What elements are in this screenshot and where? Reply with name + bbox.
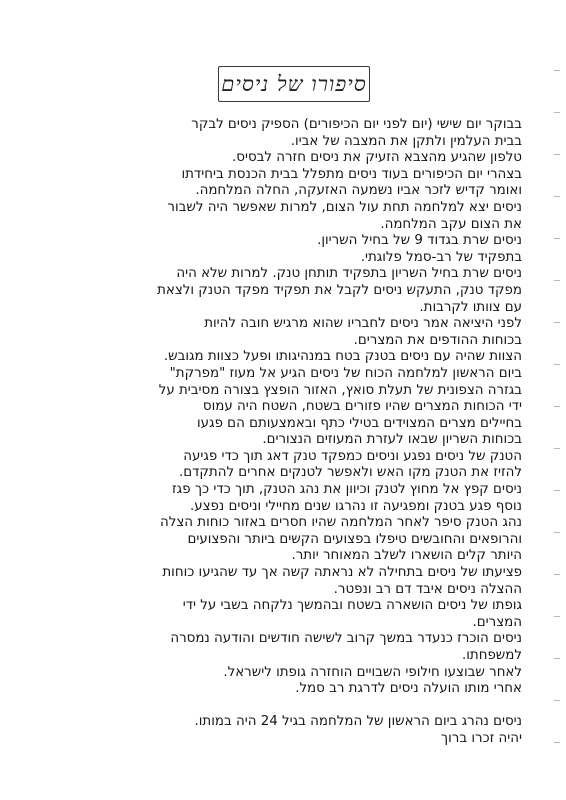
margin-tick-marks [548,0,560,800]
text-line: בבוקר יום שישי (יום לפני יום הכיפורים) הספיק ניסים לבקר [191,117,522,132]
text-line: גופתו של ניסים הושארה בשטח ובהמשך נלקחה בשבי על ידי [182,598,522,614]
document-title: סיפורו של ניסים [221,71,367,96]
text-line [66,698,522,715]
text-line: נהג הטנק סיפר לאחר המלחמה שהיו חסרים באזור כוחות הצלה [159,515,522,531]
text-line: ואומר קדיש לזכר אביו נשמעה האזעקה, החלה המלחמה. [195,183,522,199]
text-line: ההצלה ניסים איבד דם רב ונפטר. [333,581,522,597]
text-line: בבית העלמין ולתקן את המצבה של אביו. [290,133,522,149]
text-line: נוסף פגע בטנק ומפגיעה זו נהרגו שנים מחיילי וניסים נפצע. [189,498,522,514]
text-line: והרופאים והחובשים טיפלו בפצועים הקשים ביותר והפצועים [187,531,522,547]
text-line: למשפחתו. [461,648,522,663]
text-line: ביום הראשון למלחמה הכוח של ניסים הגיע אל מעוז "מפרקת" [169,365,522,381]
text-line: בצהרי יום הכיפורים בעוד ניסים מתפלל בבית הכנסת ביחידתו [181,166,522,182]
text-line: בתפקיד של רב-סמל פלוגתי. [360,249,522,265]
text-line: הצוות שהיה עם ניסים בטנק בטח במנהיגותו ופעל כצוות מגובש. [163,349,522,365]
text-line: פציעתו של ניסים בתחילה לא נראתה קשה אך עד שהגיעו כוחות [162,565,522,581]
text-line: המצרים. [472,614,522,630]
margin-tick [554,490,560,491]
margin-tick [554,238,560,239]
margin-tick [554,70,560,71]
margin-tick [554,196,560,197]
margin-tick [554,616,560,617]
story-body [66,117,522,748]
text-line: בכוחות ההודפים את המצרים. [353,332,522,348]
text-line: בגזרה הצפונית של תעלת סואץ, האזור הופצץ בצורה מסיבית על [158,382,522,398]
margin-tick [554,322,560,323]
margin-tick [554,574,560,575]
text-line: ניסים קפץ אל מחוץ לטנק וכיוון את נהג הטנק, תוך כדי כך פגז [172,482,522,498]
margin-tick [554,532,560,533]
text-line: יהיה זכרו ברוך [440,730,522,746]
text-line: ניסים שרת בגדוד 9 של בחיל השריון. [317,233,522,249]
text-line: לפני היציאה אמר ניסים לחבריו שהוא מרגיש חובה להיות [204,316,522,332]
margin-tick [554,112,560,113]
margin-tick [554,364,560,365]
text-line: את הצום עקב המלחמה. [380,216,522,232]
title-frame [218,66,370,102]
text-line: אחרי מותו הועלה ניסים לדרגת רב סמל. [295,681,522,697]
margin-tick [554,742,560,743]
text-line: טלפון שהגיע מהצבא הזעיק את ניסים חזרה לבסיס. [232,150,522,166]
margin-tick [554,448,560,449]
margin-tick [554,658,560,659]
text-line: ניסים נהרג ביום הראשון של המלחמה בגיל 24 היה במותו. [194,714,522,730]
margin-tick [554,280,560,281]
text-line: בכוחות השריון שבאו לעזרת המעוזים הנצורים. [262,432,522,448]
text-line: להזיז את הטנק מקו האש ולאפשר לטנקים אחרים להתקדם. [178,465,522,481]
text-line: הטנק של ניסים נפגע וניסים כמפקד טנק דאג תוך כדי פגיעה [183,448,522,464]
text-line: לאחר שבוצעו חילופי השבויים הוחזרה גופתו לישראל. [223,664,522,680]
text-line: ידי הכוחות המצרים שהיו פזורים בשטח, השטח היה עמוס [202,399,522,415]
text-line: היותר קלים הושארו לשלב המאוחר יותר. [291,548,522,564]
margin-tick [554,154,560,155]
text-line: ניסים יצא למלחמה תחת עול הצום, למרות שאפשר היה לשבור [167,199,522,215]
margin-tick [554,406,560,407]
text-line: מפקד טנק, התעקש ניסים לקבל את תפקיד מפקד הטנק ולצאת [157,282,522,298]
text-line: עם צוותו לקרבות. [419,299,522,315]
text-line: ניסים שרת בחיל השריון בתפקיד תותחן טנק. למרות שלא היה [176,266,522,282]
text-line: בחיילים מצרים המצוידים בטילי כתף ובאמצעותם הם פגעו [197,415,522,431]
text-line: ניסים הוכרז כנעדר במשך קרוב לשישה חודשים והודעה נמסרה [170,631,522,647]
margin-tick [554,700,560,701]
